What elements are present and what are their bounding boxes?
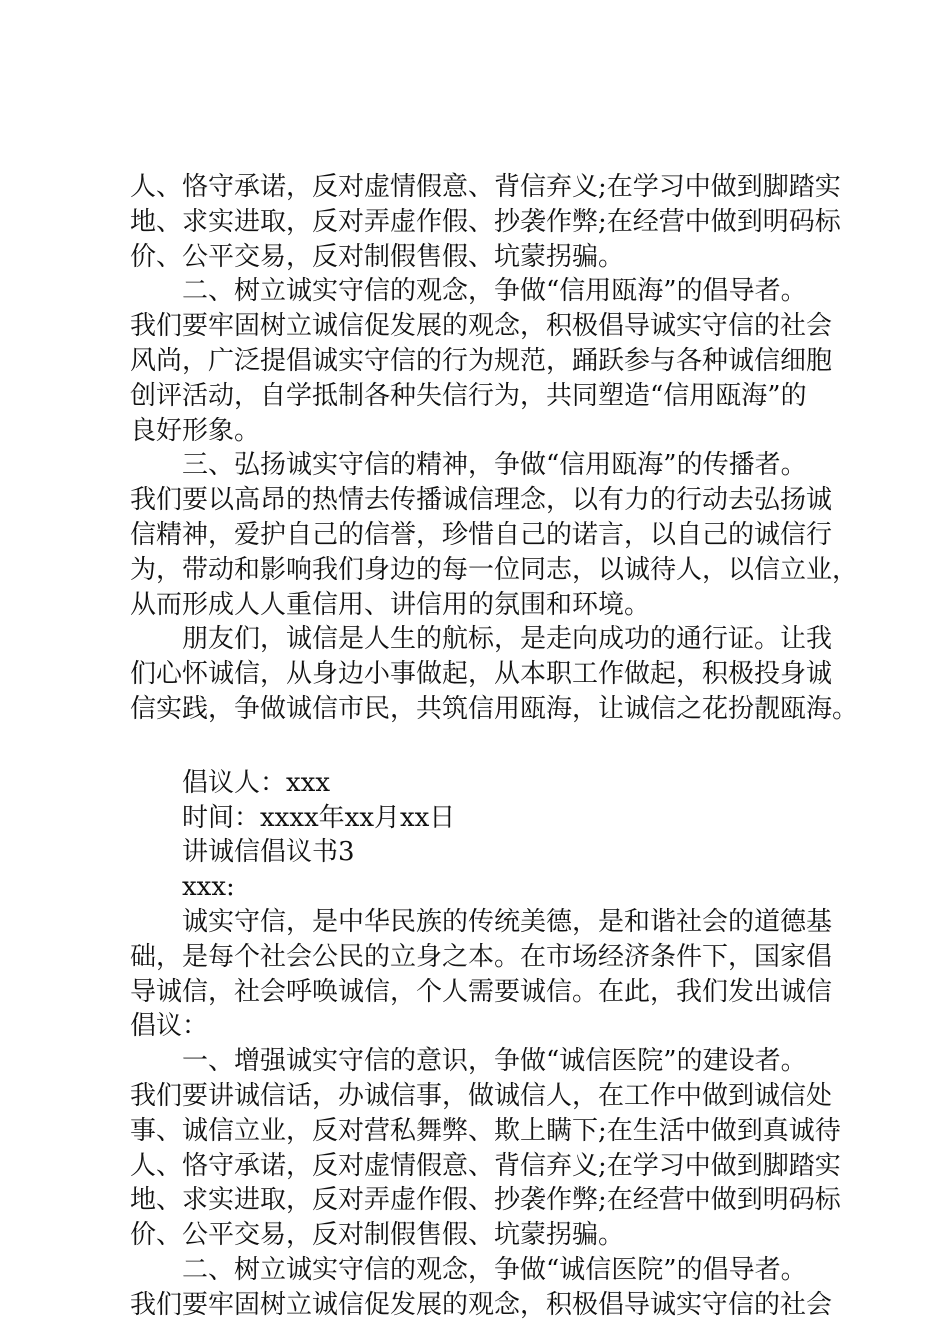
text-line: 事、诚信立业，反对营私舞弊、欺上瞒下;在生活中做到真诚待 [130, 1115, 841, 1146]
text-line: 价、公平交易，反对制假售假、坑蒙拐骗。 [130, 241, 625, 272]
text-line: 价、公平交易，反对制假售假、坑蒙拐骗。 [130, 1220, 625, 1251]
text-line: 我们要以高昂的热情去传播诚信理念，以有力的行动去弘扬诚 [130, 485, 833, 516]
text-line: 倡议人：xxx [182, 767, 330, 798]
text-line: 二、树立诚实守信的观念，争做“信用瓯海”的倡导者。 [182, 276, 807, 307]
text-line: 倡议： [130, 1011, 209, 1042]
text-line: 诚实守信，是中华民族的传统美德，是和谐社会的道德基 [182, 906, 833, 937]
text-line: xxx: [182, 872, 235, 903]
text-line: 时间：xxxx年xx月xx日 [182, 802, 456, 833]
text-line: 创评活动，自学抵制各种失信行为，共同塑造“信用瓯海”的 [130, 380, 807, 411]
text-line: 我们要讲诚信话，办诚信事，做诚信人，在工作中做到诚信处 [130, 1080, 833, 1111]
text-line: 地、求实进取，反对弄虚作假、抄袭作弊;在经营中做到明码标 [130, 1185, 841, 1216]
text-line: 导诚信，社会呼唤诚信，个人需要诚信。在此，我们发出诚信 [130, 976, 833, 1007]
text-line: 风尚，广泛提倡诚实守信的行为规范，踊跃参与各种诚信细胞 [130, 345, 833, 376]
text-line: 我们要牢固树立诚信促发展的观念，积极倡导诚实守信的社会 [130, 311, 833, 342]
text-line: 们心怀诚信，从身边小事做起，从本职工作做起，积极投身诚 [130, 659, 833, 690]
text-line: 人、恪守承诺，反对虚情假意、背信弃义;在学习中做到脚踏实 [130, 1150, 841, 1181]
text-line: 人、恪守承诺，反对虚情假意、背信弃义;在学习中做到脚踏实 [130, 172, 841, 202]
text-line: 为，带动和影响我们身边的每一位同志，以诚待人，以信立业， [130, 554, 859, 585]
text-line: 我们要牢固树立诚信促发展的观念，积极倡导诚实守信的社会 [130, 1289, 833, 1320]
text-line: 地、求实进取，反对弄虚作假、抄袭作弊;在经营中做到明码标 [130, 206, 841, 237]
paragraph-gap [130, 727, 830, 766]
text-line: 信实践，争做诚信市民，共筑信用瓯海，让诚信之花扮靓瓯海。 [130, 693, 859, 724]
text-line: 信精神，爱护自己的信誉，珍惜自己的诺言，以自己的诚信行 [130, 519, 833, 550]
text-line: 良好形象。 [130, 415, 261, 446]
document-body-part-2 [130, 766, 841, 1323]
text-line: 讲诚信倡议书3 [182, 837, 355, 868]
document-page [130, 170, 859, 1323]
text-line: 础，是每个社会公民的立身之本。在市场经济条件下，国家倡 [130, 941, 833, 972]
text-line: 从而形成人人重信用、讲信用的氛围和环境。 [130, 589, 651, 620]
text-line: 二、树立诚实守信的观念，争做“诚信医院”的倡导者。 [182, 1254, 807, 1285]
text-line: 一、增强诚实守信的意识，争做“诚信医院”的建设者。 [182, 1046, 807, 1077]
text-line: 三、弘扬诚实守信的精神，争做“信用瓯海”的传播者。 [182, 450, 807, 481]
document-body-part-1 [130, 170, 859, 727]
text-line: 朋友们，诚信是人生的航标，是走向成功的通行证。让我 [182, 624, 833, 655]
